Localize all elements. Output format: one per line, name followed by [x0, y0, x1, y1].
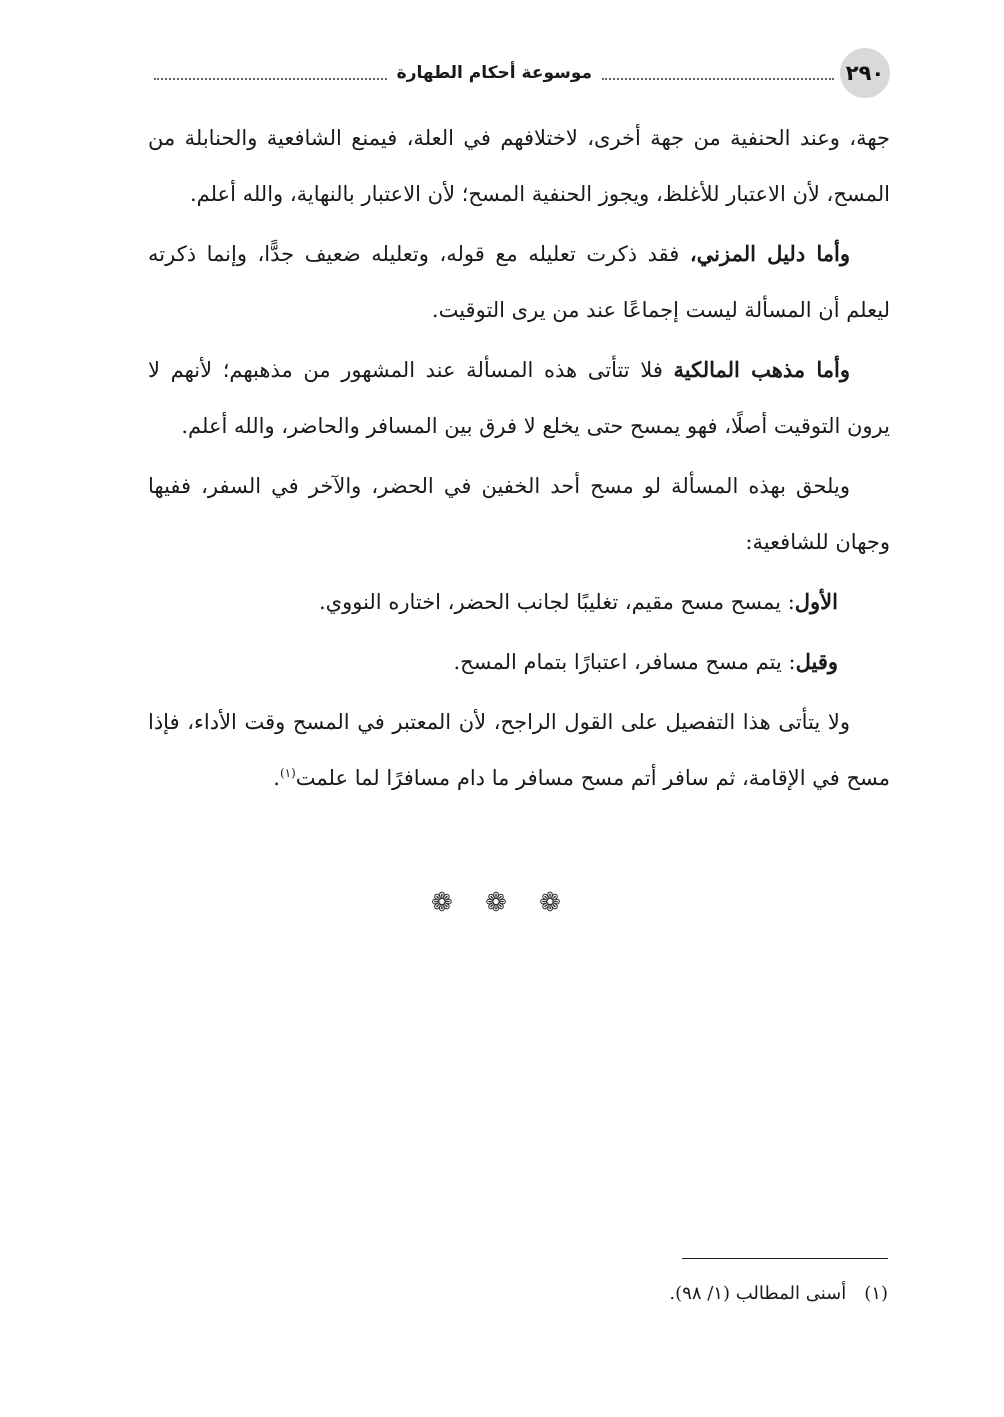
footnote-text: أسنى المطالب (١/ ٩٨).: [669, 1283, 847, 1304]
page-header: [148, 48, 890, 98]
page-number-badge: ٢٩٠: [840, 48, 890, 98]
paragraph-text: ولا يتأتى هذا التفصيل على القول الراجح، لأن المعتبر في المسح وقت الأداء، فإذا مسح في الإقامة، ثم سافر أتم مسح مسافر ما دام مسافرًا لما علمت: [148, 710, 890, 790]
list-item-text: : يمسح مسح مقيم، تغليبًا لجانب الحضر، اختاره النووي.: [318, 590, 795, 614]
footnote-number: (١): [864, 1283, 888, 1304]
paragraph: [148, 226, 890, 338]
paragraph-lead: وأما دليل المزني،: [689, 241, 850, 266]
footnote-reference[interactable]: (١): [279, 766, 296, 780]
footnote: [146, 1278, 888, 1310]
running-title: موسوعة أحكام الطهارة: [396, 63, 592, 83]
section-separator-ornament: ❁ ❁ ❁: [431, 888, 573, 918]
paragraph-end: .: [273, 766, 280, 790]
paragraph: [148, 458, 890, 570]
list-item-lead: وقيل: [795, 649, 838, 674]
paragraph-text: فقد ذكرت تعليله مع قوله، وتعليله ضعيف جدًّا، وإنما ذكرته ليعلم أن المسألة ليست إجماعًا عند من يرى التوقيت.: [148, 242, 890, 322]
paragraph-text: فلا تتأتى هذه المسألة عند المشهور من مذهبهم؛ لأنهم لا يرون التوقيت أصلًا، فهو يمسح حتى يخلع لا فرق بين المسافر والحاضر، والله أعلم.: [148, 358, 890, 438]
paragraph-lead: وأما مذهب المالكية: [673, 357, 850, 382]
paragraph-text: جهة، وعند الحنفية من جهة أخرى، لاختلافهم في العلة، فيمنع الشافعية والحنابلة من المسح، لأن الاعتبار للأغلظ، ويجوز الحنفية المسح؛ لأن الاعتبار بالنهاية، والله أعلم.: [148, 126, 890, 206]
paragraph: [148, 342, 890, 454]
header-leader-dots: [602, 78, 834, 80]
main-text: [148, 110, 890, 810]
paragraph-text: ويلحق بهذه المسألة لو مسح أحد الخفين في الحضر، والآخر في السفر، ففيها وجهان للشافعية:: [148, 474, 890, 554]
list-item-lead: الأول: [794, 589, 838, 614]
footnote-divider: [682, 1258, 888, 1259]
list-item: [148, 574, 890, 630]
list-item: [148, 634, 890, 690]
list-item-text: : يتم مسح مسافر، اعتبارًا بتمام المسح.: [453, 650, 796, 674]
paragraph: [148, 694, 890, 806]
header-leader-dots: [154, 78, 387, 80]
paragraph: [148, 110, 890, 222]
